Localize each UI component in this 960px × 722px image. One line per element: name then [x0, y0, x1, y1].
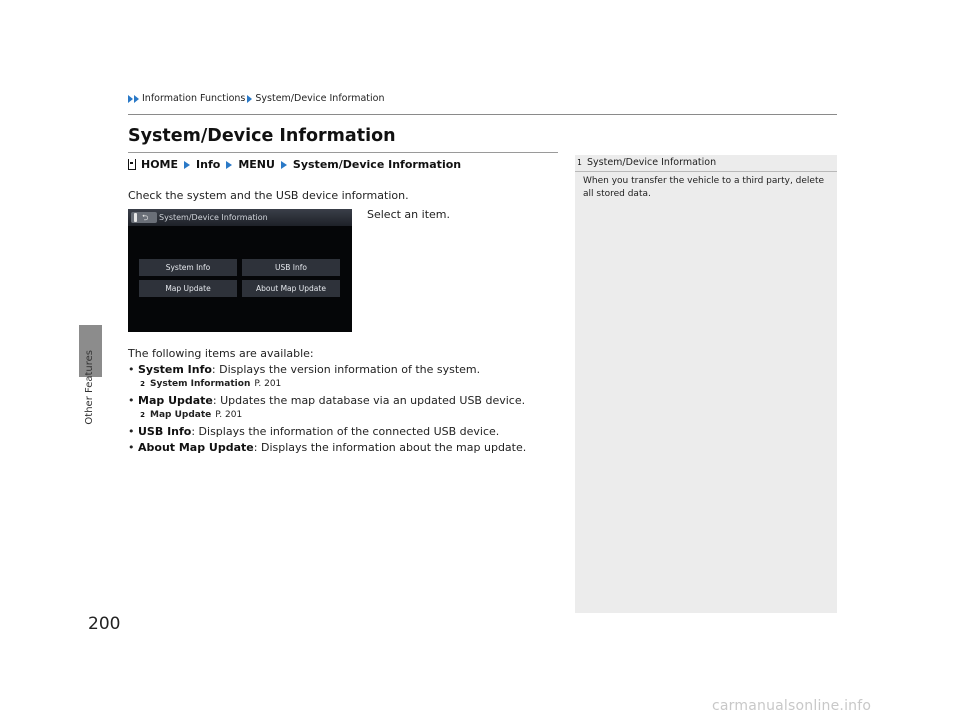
list-item: • System Info: Displays the version information of the system.: [128, 363, 481, 376]
list-item: • USB Info: Displays the information of the connected USB device.: [128, 425, 500, 438]
xref-page: P. 201: [254, 379, 282, 389]
info-icon: [134, 213, 137, 222]
breadcrumb-arrow-icon: [128, 95, 133, 103]
item-desc: : Displays the version information of the system.: [211, 363, 481, 376]
breadcrumb-arrow-icon: [134, 95, 139, 103]
cross-reference[interactable]: [138, 379, 281, 389]
item-desc: : Displays the information of the connected USB device.: [191, 425, 500, 438]
path-home: HOME: [141, 158, 179, 171]
instruction-text: Select an item.: [367, 208, 450, 221]
back-arrow-icon: ⮌: [142, 213, 149, 222]
page-title: System/Device Information: [128, 126, 396, 146]
list-intro: The following items are available:: [128, 347, 314, 360]
back-button: [131, 212, 157, 223]
note-heading: [575, 157, 716, 168]
home-icon: [128, 159, 136, 170]
path-arrow-icon: [226, 161, 232, 169]
intro-text: Check the system and the USB device information.: [128, 189, 409, 202]
screen-title: System/Device Information: [159, 213, 268, 222]
path-arrow-icon: [281, 161, 287, 169]
path-menu: MENU: [238, 158, 275, 171]
screen-usb-info-button: USB Info: [242, 259, 340, 276]
item-term: About Map Update: [138, 441, 254, 454]
xref-title: Map Update: [150, 410, 212, 420]
reference-icon: 2: [140, 379, 145, 388]
reference-icon: 2: [140, 410, 145, 419]
item-desc: : Displays the information about the map update.: [253, 441, 527, 454]
title-divider: [128, 152, 558, 153]
breadcrumb: [128, 93, 385, 104]
screen-title-bar: [128, 209, 352, 226]
list-item: • Map Update: Updates the map database via an updated USB device.: [128, 394, 526, 407]
watermark: carmanualsonline.info: [712, 698, 872, 714]
screen-about-map-update-button: About Map Update: [242, 280, 340, 297]
note-title: System/Device Information: [587, 157, 717, 168]
breadcrumb-section[interactable]: Information Functions: [142, 93, 246, 104]
item-desc: : Updates the map database via an updated USB device.: [212, 394, 526, 407]
breadcrumb-arrow-icon: [247, 95, 252, 103]
note-body: When you transfer the vehicle to a third party, delete all stored data.: [583, 176, 825, 199]
device-screen-image: [128, 209, 352, 332]
path-arrow-icon: [184, 161, 190, 169]
item-term: USB Info: [138, 425, 192, 438]
note-number-icon: 1: [577, 157, 582, 167]
breadcrumb-page: System/Device Information: [255, 93, 385, 104]
menu-path: [128, 158, 461, 171]
header-divider: [128, 114, 837, 115]
item-term: Map Update: [138, 394, 213, 407]
path-info: Info: [196, 158, 221, 171]
screen-map-update-button: Map Update: [139, 280, 237, 297]
path-target: System/Device Information: [292, 158, 462, 171]
note-divider: [575, 171, 837, 172]
note-box: [575, 155, 837, 613]
xref-page: P. 201: [215, 410, 243, 420]
page-number: 200: [88, 614, 121, 634]
xref-title: System Information: [150, 379, 251, 389]
item-term: System Info: [138, 363, 212, 376]
screen-system-info-button: System Info: [139, 259, 237, 276]
cross-reference[interactable]: [138, 410, 242, 420]
list-item: • About Map Update: Displays the information about the map update.: [128, 441, 527, 454]
section-label: Other Features: [84, 350, 95, 425]
